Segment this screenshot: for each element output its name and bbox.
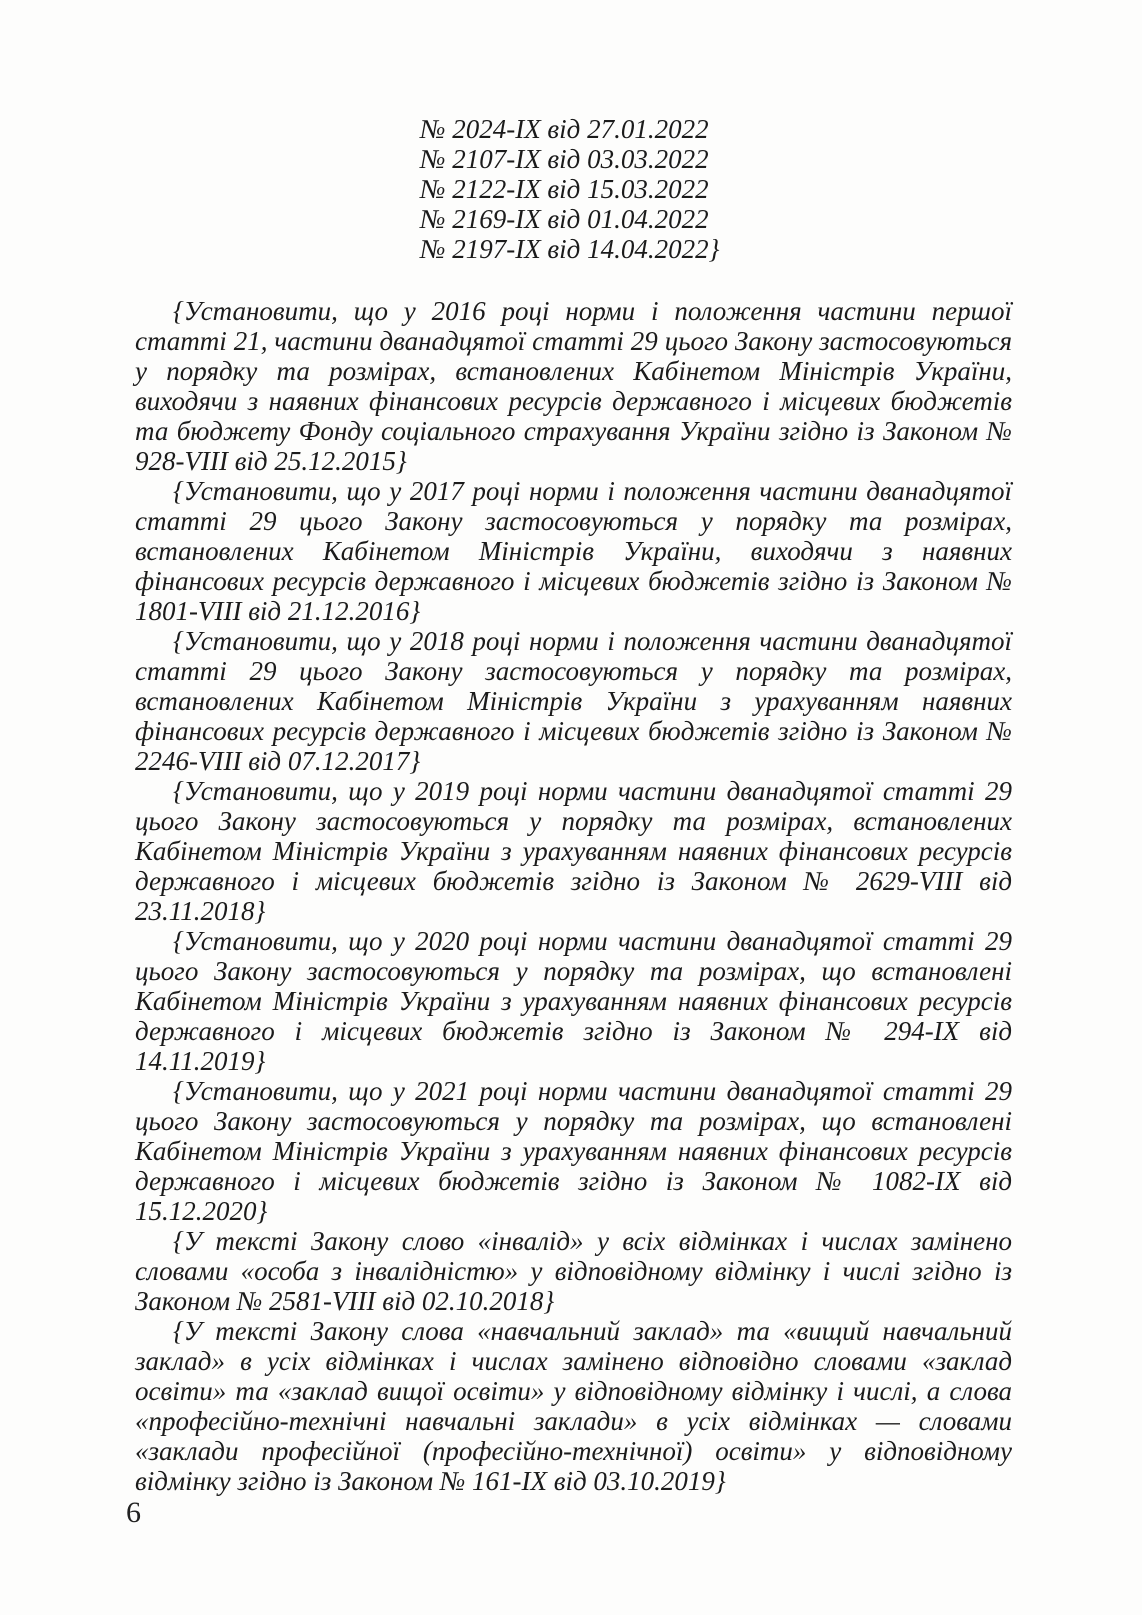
paragraph-2021-norms: {Установити, що у 2021 році норми частини дванадцятої статті 29 цього Закону застосовуються у порядку та розмірах, що встановлені Кабінетом Міністрів України з урахуванням наявних фінансових ресурсів державного і місцевих бюджетів згідно із Законом № 1082-IX від 15.12.2020} [135, 1076, 1012, 1226]
paragraph-2020-norms: {Установити, що у 2020 році норми частини дванадцятої статті 29 цього Закону застосовуються у порядку та розмірах, що встановлені Кабінетом Міністрів України з урахуванням наявних фінансових ресурсів державного і місцевих бюджетів згідно із Законом № 294-IX від 14.11.2019} [135, 926, 1012, 1076]
amendment-line: № 2024-IX від 27.01.2022 [420, 114, 709, 144]
amendment-line: № 2169-IX від 01.04.2022 [420, 204, 709, 234]
paragraph-2019-norms: {Установити, що у 2019 році норми частини дванадцятої статті 29 цього Закону застосовуються у порядку та розмірах, встановлених Кабінетом Міністрів України з урахуванням наявних фінансових ресурсів державного і місцевих бюджетів згідно із Законом № 2629-VIII від 23.11.2018} [135, 776, 1012, 926]
document-body [135, 296, 1012, 1496]
amendment-line: № 2122-IX від 15.03.2022 [420, 174, 709, 204]
paragraph-2016-norms: {Установити, що у 2016 році норми і положення частини першої статті 21, частини дванадцятої статті 29 цього Закону застосовуються у порядку та розмірах, встановлених Кабінетом Міністрів України, виходячи з наявних фінансових ресурсів державного і місцевих бюджетів та бюджету Фонду соціального страхування України згідно із Законом № 928-VIII від 25.12.2015} [135, 296, 1012, 476]
amendment-list [420, 114, 719, 264]
paragraph-2017-norms: {Установити, що у 2017 році норми і положення частини дванадцятої статті 29 цього Закону застосовуються у порядку та розмірах, встановлених Кабінетом Міністрів України, виходячи з наявних фінансових ресурсів державного і місцевих бюджетів згідно із Законом № 1801-VIII від 21.12.2016} [135, 476, 1012, 626]
paragraph-disability-term-replacement: {У тексті Закону слово «інвалід» у всіх відмінках і числах замінено словами «особа з інвалідністю» у відповідному відмінку і числі згідно із Законом № 2581-VIII від 02.10.2018} [135, 1226, 1012, 1316]
paragraph-2018-norms: {Установити, що у 2018 році норми і положення частини дванадцятої статті 29 цього Закону застосовуються у порядку та розмірах, встановлених Кабінетом Міністрів України з урахуванням наявних фінансових ресурсів державного і місцевих бюджетів згідно із Законом № 2246-VIII від 07.12.2017} [135, 626, 1012, 776]
amendment-line: № 2107-IX від 03.03.2022 [420, 144, 709, 174]
page-number: 6 [126, 1496, 141, 1529]
paragraph-education-term-replacement: {У тексті Закону слова «навчальний заклад» та «вищий навчальний заклад» в усіх відмінках і числах замінено відповідно словами «заклад освіти» та «заклад вищої освіти» у відповідному відмінку і числі, а слова «професійно-технічні навчальні заклади» в усіх відмінках — словами «заклади професійної (професійно-технічної) освіти» у відповідному відмінку згідно із Законом № 161-IX від 03.10.2019} [135, 1316, 1012, 1496]
amendment-line: № 2197-IX від 14.04.2022} [420, 234, 720, 264]
